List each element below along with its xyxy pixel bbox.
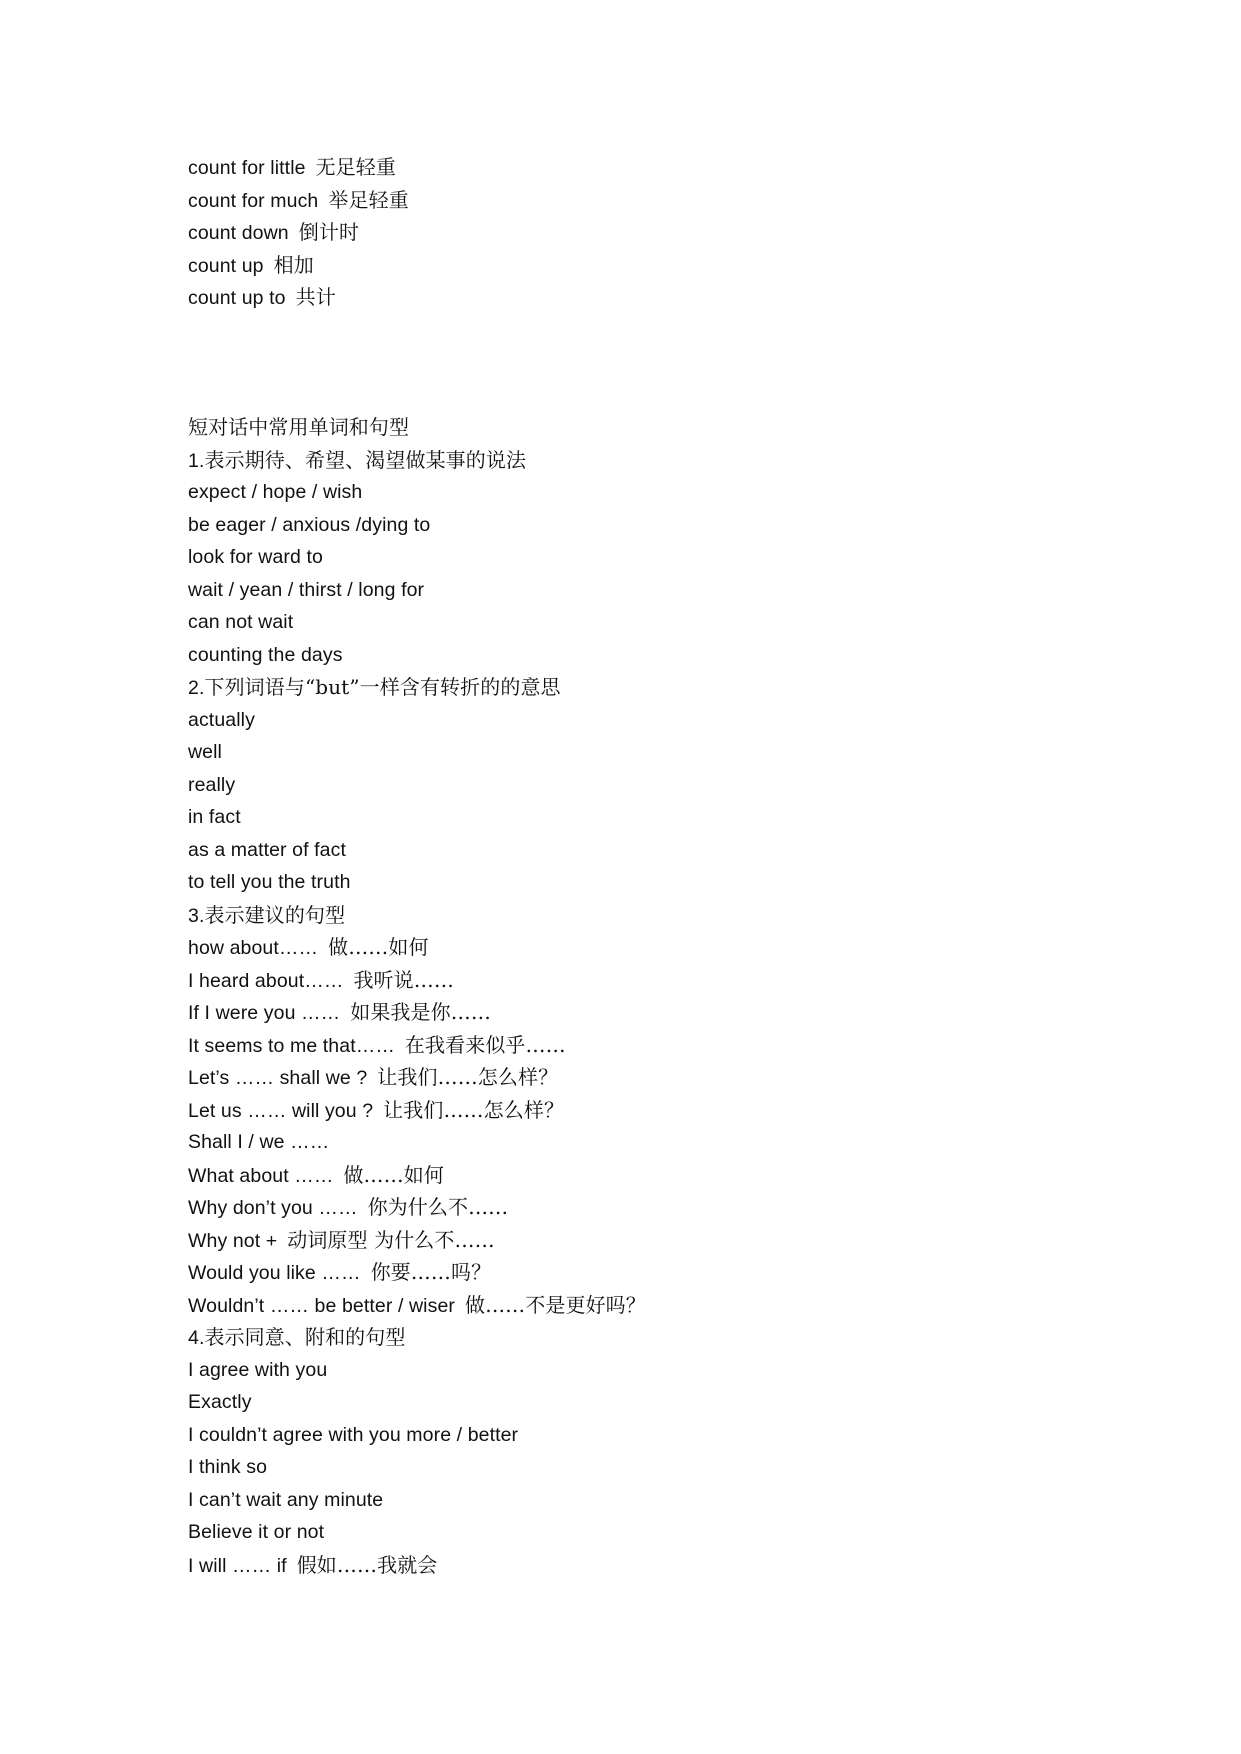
phrase-en: to tell you the truth <box>188 871 351 893</box>
phrase-en: I agree with you <box>188 1358 328 1381</box>
phrase-en: I can’t wait any minute <box>188 1488 384 1511</box>
phrase-en: Wouldn’t …… be better / wiser <box>188 1294 455 1317</box>
phrase-zh: 相加 <box>273 252 314 277</box>
list-item <box>188 1094 1181 1127</box>
phrase-en: can not wait <box>188 611 294 633</box>
phrase-en: count for little <box>188 157 306 179</box>
list-item <box>188 801 1181 834</box>
list-item <box>188 1126 1181 1159</box>
phrase-list-count <box>188 151 1181 314</box>
phrase-en: I heard about…… <box>188 969 344 992</box>
phrase-en: look for ward to <box>188 546 323 568</box>
list-item <box>188 769 1181 802</box>
list-item <box>188 931 1181 964</box>
phrase-zh: 我听说…… <box>353 967 454 992</box>
heading-number: 2. <box>188 677 205 699</box>
phrase-en: It seems to me that…… <box>188 1034 395 1057</box>
list-item <box>188 704 1181 737</box>
heading-text: 下列词语与“but”一样含有转折的的意思 <box>204 675 561 699</box>
list-item <box>188 476 1181 509</box>
phrase-en: Why not + <box>188 1229 278 1252</box>
list-item <box>188 1029 1181 1062</box>
phrase-zh: 倒计时 <box>298 220 360 244</box>
list-item <box>188 281 1181 314</box>
phrase-en: in fact <box>188 806 241 828</box>
phrase-en: Believe it or not <box>188 1521 325 1543</box>
section-title <box>188 411 1181 444</box>
section-heading <box>188 1321 1181 1354</box>
phrase-zh: 在我看来似乎…… <box>404 1032 566 1057</box>
phrase-en: Why don’t you …… <box>188 1197 358 1219</box>
list-item <box>188 996 1181 1029</box>
section-heading <box>188 899 1181 932</box>
phrase-en: What about …… <box>188 1164 334 1187</box>
list-item <box>188 216 1181 249</box>
list-item <box>188 964 1181 997</box>
phrase-zh: 做……如何 <box>328 935 429 959</box>
phrase-zh: 你要……吗？ <box>370 1260 492 1284</box>
list-item <box>188 1549 1181 1582</box>
list-item <box>188 574 1181 607</box>
list-item <box>188 1386 1181 1419</box>
phrase-zh: 无足轻重 <box>315 155 396 179</box>
list-item <box>188 249 1181 282</box>
phrase-en: count up <box>188 254 264 277</box>
phrase-en: expect / hope / wish <box>188 481 363 503</box>
phrase-en: I will …… if <box>188 1554 287 1577</box>
phrase-zh: 你为什么不…… <box>367 1195 509 1219</box>
heading-text: 表示期待、希望、渴望做某事的说法 <box>204 447 527 472</box>
section-heading <box>188 444 1181 477</box>
phrase-zh: 动词原型 为什么不…… <box>287 1227 495 1252</box>
list-item <box>188 1289 1181 1322</box>
phrase-zh: 做……不是更好吗？ <box>464 1292 646 1317</box>
phrase-zh: 如果我是你…… <box>350 1000 491 1024</box>
phrase-en: well <box>188 741 222 763</box>
list-item <box>188 509 1181 542</box>
heading-number: 3. <box>188 904 205 927</box>
list-item <box>188 1516 1181 1549</box>
phrase-en: If I were you …… <box>188 1002 341 1024</box>
list-item <box>188 541 1181 574</box>
section-title-text: 短对话中常用单词和句型 <box>188 415 410 439</box>
phrase-en: wait / yean / thirst / long for <box>188 578 425 601</box>
phrase-en: Let’s …… shall we ? <box>188 1067 368 1089</box>
phrase-en: counting the days <box>188 643 343 666</box>
list-item <box>188 1451 1181 1484</box>
heading-text: 表示建议的句型 <box>204 902 346 927</box>
phrase-en: Would you like …… <box>188 1262 361 1284</box>
list-item <box>188 1061 1181 1094</box>
list-item <box>188 736 1181 769</box>
heading-number: 1. <box>188 449 205 472</box>
list-item <box>188 151 1181 184</box>
list-item <box>188 184 1181 217</box>
list-item <box>188 1224 1181 1257</box>
heading-number: 4. <box>188 1327 205 1349</box>
list-item <box>188 866 1181 899</box>
list-item <box>188 606 1181 639</box>
phrase-en: really <box>188 773 236 796</box>
list-item <box>188 1256 1181 1289</box>
phrase-en: count up to <box>188 287 286 309</box>
phrase-en: count down <box>188 222 289 244</box>
phrase-en: as a matter of fact <box>188 838 346 861</box>
phrase-en: Exactly <box>188 1391 252 1413</box>
phrase-en: how about…… <box>188 937 319 959</box>
phrase-zh: 举足轻重 <box>328 187 409 212</box>
phrase-en: I think so <box>188 1456 268 1478</box>
phrase-en: Let us …… will you ? <box>188 1099 374 1122</box>
heading-text: 表示同意、附和的句型 <box>204 1325 406 1349</box>
section-heading <box>188 671 1181 704</box>
list-item <box>188 639 1181 672</box>
phrase-zh: 让我们……怎么样？ <box>383 1097 565 1122</box>
list-item <box>188 1419 1181 1452</box>
list-item <box>188 1484 1181 1517</box>
phrase-en: be eager / anxious /dying to <box>188 513 431 536</box>
phrase-en: count for much <box>188 189 319 212</box>
dialogue-phrases-section <box>188 411 1181 1581</box>
phrase-en: Shall I / we …… <box>188 1131 330 1153</box>
list-item <box>188 1191 1181 1224</box>
list-item <box>188 834 1181 867</box>
list-item <box>188 1159 1181 1192</box>
list-item <box>188 1354 1181 1387</box>
phrase-zh: 做……如何 <box>343 1162 444 1187</box>
phrase-en: actually <box>188 708 255 731</box>
phrase-zh: 共计 <box>295 285 336 309</box>
phrase-en: I couldn’t agree with you more / better <box>188 1423 519 1446</box>
phrase-zh: 让我们……怎么样？ <box>377 1065 559 1089</box>
phrase-zh: 假如……我就会 <box>296 1552 438 1577</box>
